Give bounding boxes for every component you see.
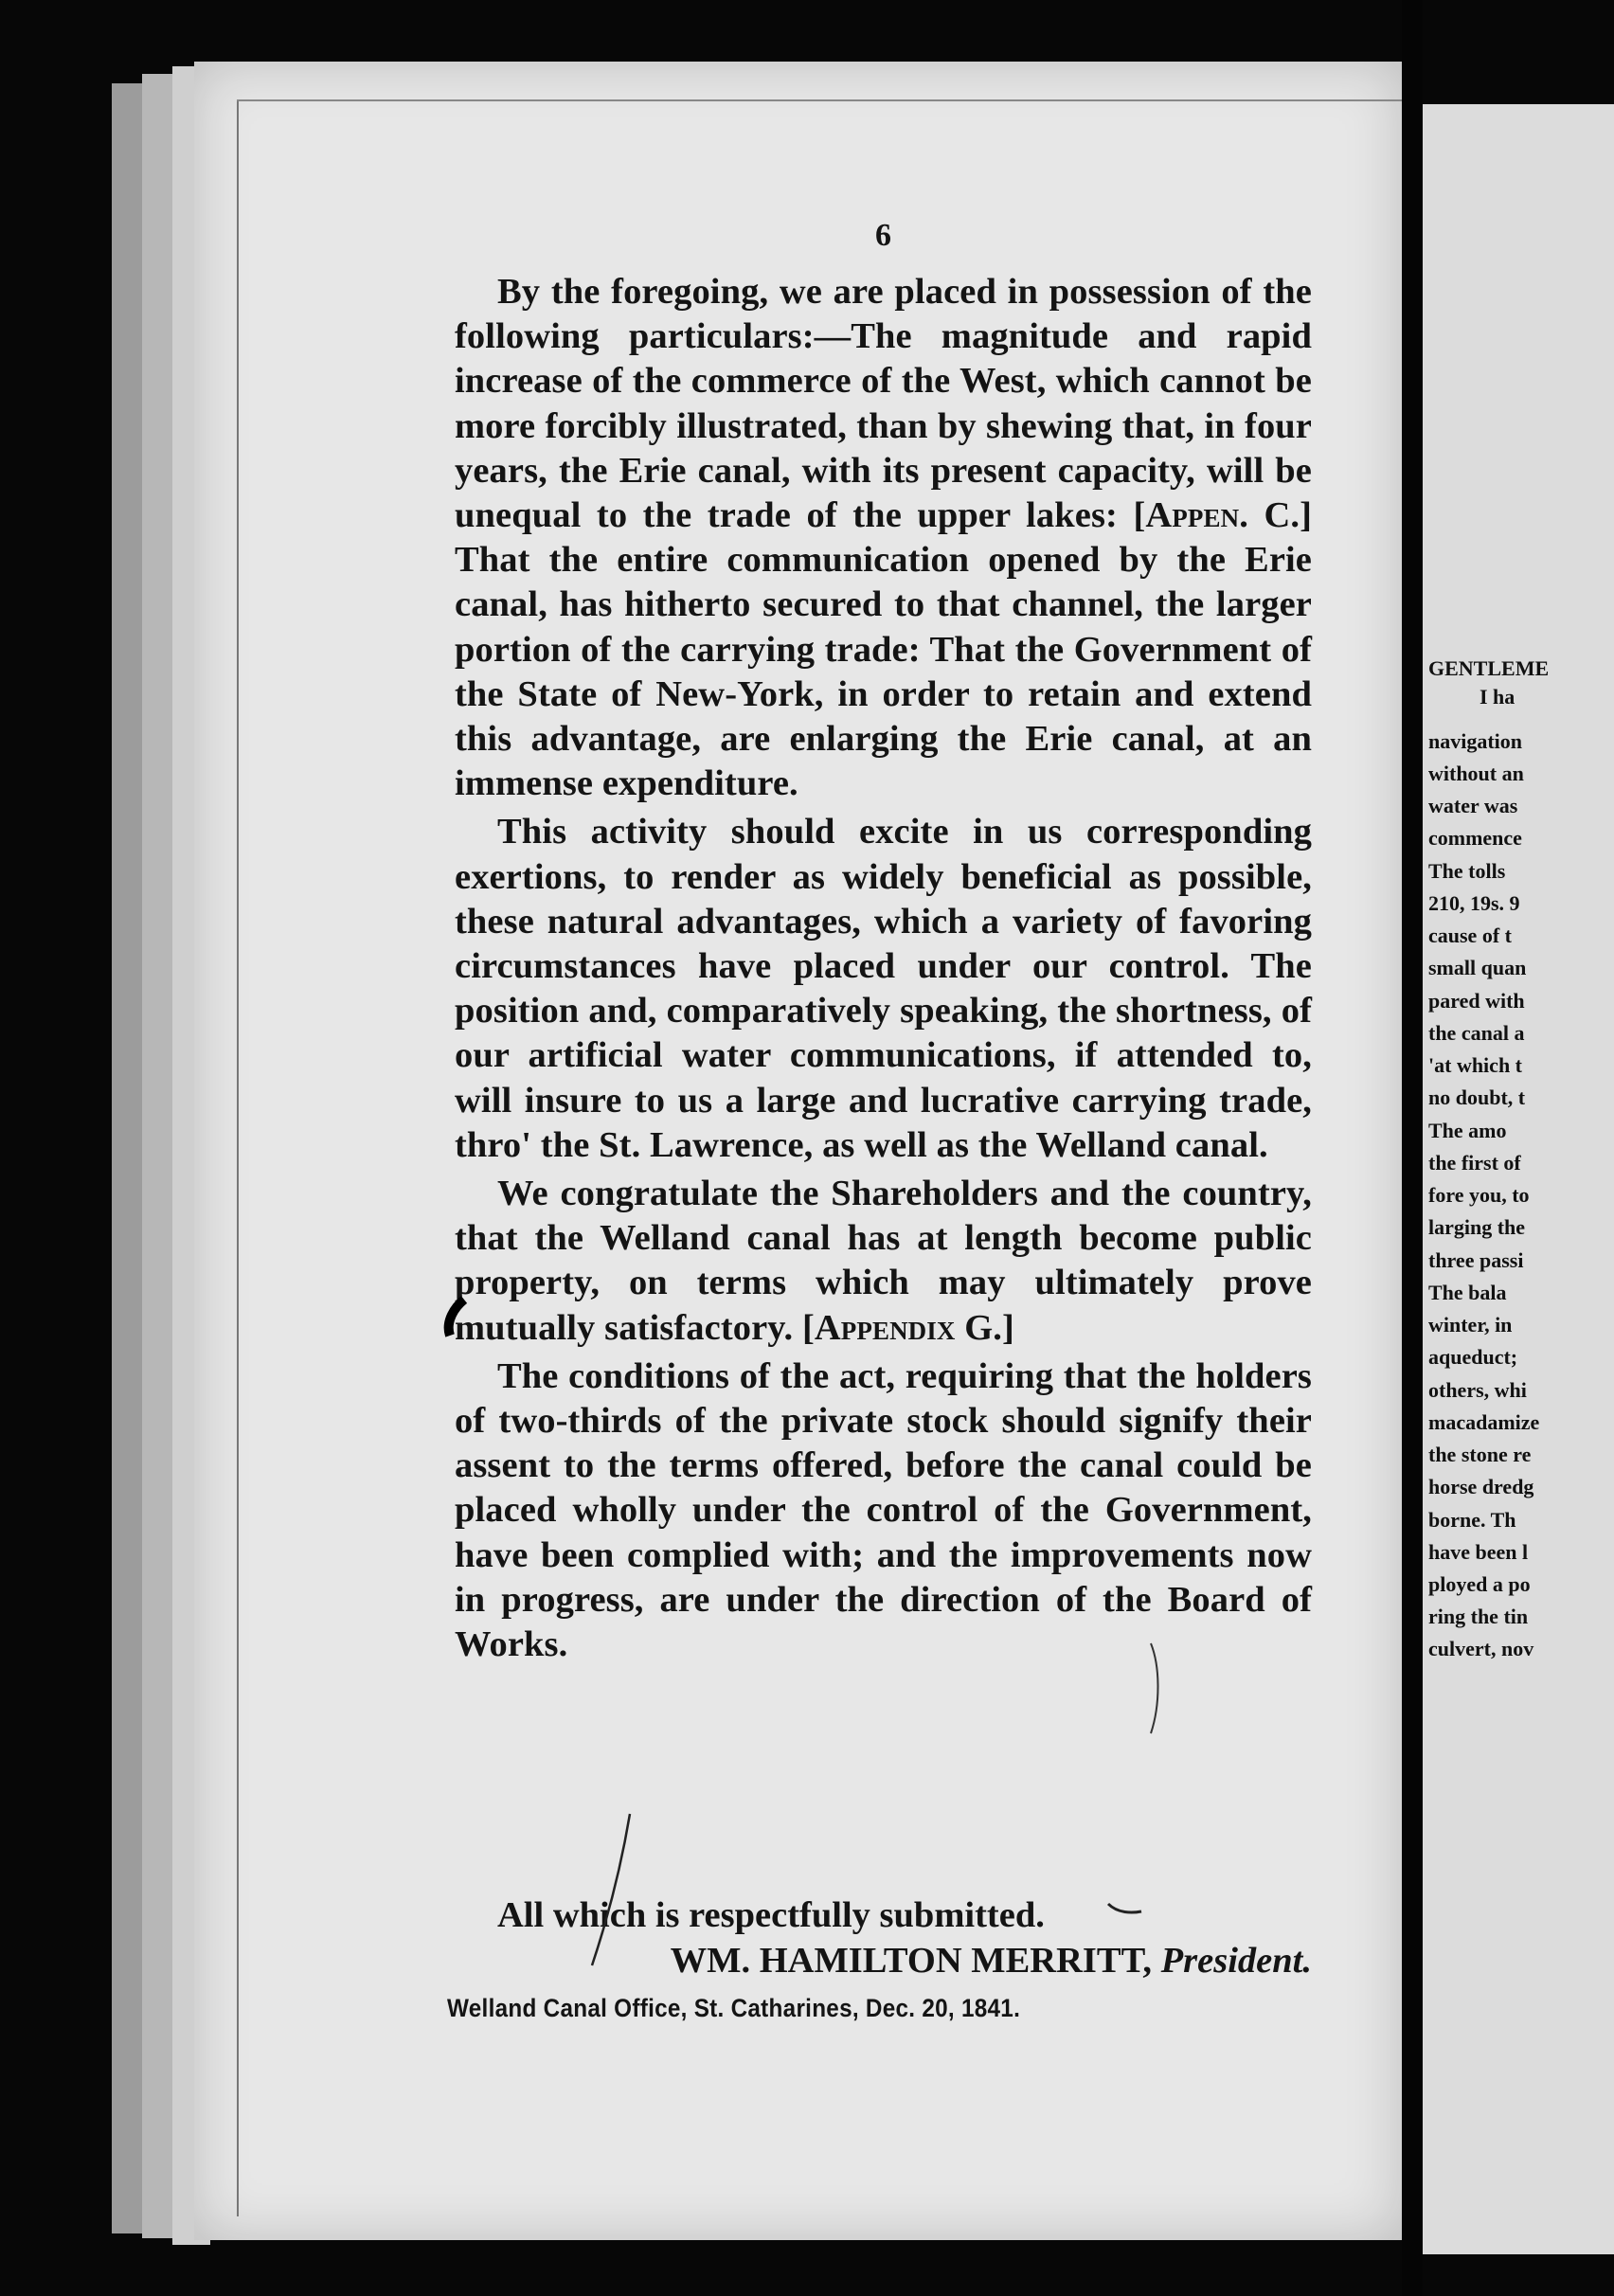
appendix-reference: Appen. C. [1145,495,1300,536]
appendix-reference: Appendix G. [814,1307,1002,1348]
adjacent-page-line: fore you, to [1428,1183,1530,1207]
paragraph-text: The conditions of the act, requiring that the holders of two-thirds of the private stock should signify their assent to the terms offered, before the canal could be placed wholly under the control of the Government, have been complied with; and the improvements now in progress, are under the direction of the Board of Works. [455,1355,1312,1665]
page-gutter [1402,0,1423,2296]
adjacent-page-line: the canal a [1428,1021,1525,1045]
adjacent-page-line: commence [1428,826,1522,850]
signature-title: President. [1160,1941,1312,1981]
adjacent-page-line: culvert, nov [1428,1637,1534,1660]
adjacent-page-line: The amo [1428,1119,1507,1142]
adjacent-page-line: borne. Th [1428,1508,1516,1532]
paragraph-text: ] [1002,1307,1014,1348]
adjacent-page-line: pared with [1428,989,1525,1013]
adjacent-page-line: 210, 19s. 9 [1428,891,1520,915]
adjacent-page-line: the first of [1428,1151,1521,1175]
signature-name: WM. HAMILTON MERRITT, [670,1941,1153,1981]
page-number: 6 [875,218,891,253]
adjacent-page-line: GENTLEME [1428,656,1550,680]
closing-line: All which is respectfully submitted. [497,1895,1045,1935]
adjacent-page-line: no doubt, t [1428,1085,1526,1109]
adjacent-page-line: others, whi [1428,1378,1527,1402]
adjacent-page-line: have been l [1428,1540,1529,1564]
paragraph-text: This activity should excite in us corresponding exertions, to render as widely beneficial as possible, these natural advantages, which a variety of favoring circumstances have placed under our control. The position and, comparatively speaking, the shortness, of our artificial water communications, if attended to, will insure to us a large and lucrative carrying trade, thro' the St. Lawrence, as well as the Welland canal. [455,812,1312,1165]
adjacent-page-line: ployed a po [1428,1572,1531,1596]
adjacent-page-line: small quan [1428,956,1527,979]
adjacent-page-line: aqueduct; [1428,1345,1518,1369]
adjacent-page-line: horse dredg [1428,1475,1534,1498]
paragraph-text: ] That the entire communication opened by the Erie canal, has hitherto secured to that channel, the larger portion of the carrying trade: That the Government of the State of New-York, in order to retain and extend this advantage, are enlarging the Erie canal, at an immense expenditure. [455,495,1312,804]
adjacent-page-line: ring the tin [1428,1605,1529,1628]
adjacent-page-line: winter, in [1428,1313,1513,1336]
adjacent-page-line: larging the [1428,1215,1526,1239]
adjacent-page-line: the stone re [1428,1443,1532,1466]
adjacent-page-line: cause of t [1428,924,1512,947]
adjacent-page-line: I ha [1480,685,1515,709]
paragraph-text: We congratulate the Shareholders and the country, that the Welland canal has at length become public property, on terms which may ultimately prove mutually satisfactory. [ [455,1174,1312,1348]
adjacent-page-line: 'at which t [1428,1053,1522,1077]
adjacent-page-line: water was [1428,794,1518,817]
footer-office-date: Welland Canal Office, St. Catharines, Dec. 20, 1841. [447,1994,1021,2022]
adjacent-page-line: The bala [1428,1281,1507,1304]
adjacent-page-line: three passi [1428,1248,1524,1272]
adjacent-page-line: navigation [1428,729,1523,753]
adjacent-page-fragment [1423,104,1614,2254]
adjacent-page-line: The tolls [1428,859,1506,883]
paragraph-text: By the foregoing, we are placed in possession of the following particulars:—The magnitude and rapid increase of the commerce of the West, which cannot be more forcibly illustrated, than by shewing that, in four years, the Erie canal, with its present capacity, will be unequal to the trade of the upper lakes: [ [455,272,1312,536]
adjacent-page-line: macadamize [1428,1410,1540,1434]
adjacent-page-line: without an [1428,762,1524,785]
